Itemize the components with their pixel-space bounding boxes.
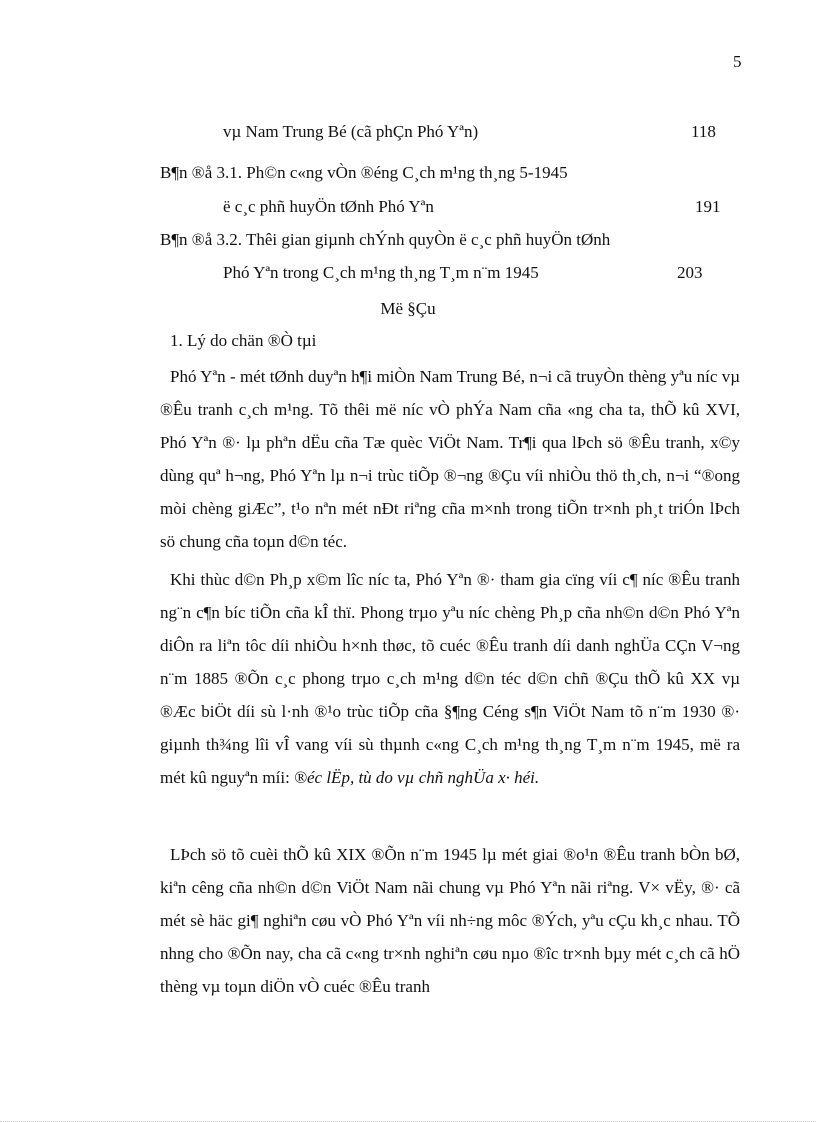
chapter-heading: Më §Çu [380, 299, 436, 318]
paragraph-2-text: Khi thùc d©n Ph¸p x©m lîc níc ta, Phó Yªn ®· tham gia cïng víi c¶ níc ®Êu tranh ng¨n c¶n bíc tiÕn cña kÎ thï. Phong trµo yªu níc chèng Ph¸p cña nh©n d©n Phó Yªn diÔn ra liªn tôc díi nhiÒu h×nh thøc, tõ cuéc ®Êu tranh díi danh nghÜa CÇn V¬ng n¨m 1885 ®Õn c¸c phong trµo c¸ch m¹ng d©n téc d©n chñ ®Çu thÕ kû XX vµ ®Æc biÖt díi sù l·nh ®¹o trùc tiÕp cña §¶ng Céng s¶n ViÖt Nam tõ n¨m 1930 ®· giµnh th¾ng lîi vÎ vang víi sù thµnh c«ng C¸ch m¹ng th¸ng T¸m n¨m 1945, më ra mét kû nguyªn míi: [160, 570, 740, 787]
paragraph-2-italic: ®éc lËp, tù do vµ chñ nghÜa x· héi. [294, 768, 540, 787]
toc-page-3: 191 [695, 197, 721, 216]
toc-page-1: 118 [691, 122, 716, 141]
page-number: 5 [733, 52, 742, 71]
toc-line-5: Phó Yªn trong C¸ch m¹ng th¸ng T¸m n¨m 1945 [223, 263, 539, 282]
toc-line-3: ë c¸c phñ huyÖn tØnh Phó Yªn [223, 197, 434, 216]
paragraph-1: Phó Yªn - mét tØnh duyªn h¶i miÒn Nam Trung Bé, n¬i cã truyÒn thèng yªu níc vµ ®Êu tranh c¸ch m¹ng. Tõ thêi më níc vÒ phÝa Nam cña «ng cha ta, thÕ kû XVI, Phó Yªn ®· lµ phªn dËu cña Tæ quèc ViÖt Nam. Tr¶i qua lÞch sö ®Êu tranh, x©y dùng quª h¬ng, Phó Yªn lµ n¬i trùc tiÕp ®¬ng ®Çu víi nhiÒu thö th¸ch, n¬i “®ong mòi chèng giÆc”, t¹o nªn mét nÐt riªng cña m×nh trong tiÕn tr×nh ph¸t triÓn lÞch sö chung cña toµn d©n téc. [160, 367, 740, 551]
toc-line-1: vµ Nam Trung Bé (cã phÇn Phó Yªn) [223, 122, 479, 141]
section-title: 1. Lý do chän ®Ò tµi [170, 331, 317, 350]
toc-page-5: 203 [677, 263, 703, 282]
paragraph-2 [160, 563, 740, 794]
toc-line-4: B¶n ®å 3.2. Thêi gian giµnh chÝnh quyÒn ë c¸c phñ huyÖn tØnh [160, 230, 611, 249]
toc-line-2: B¶n ®å 3.1. Ph©n c«ng vÒn ®éng C¸ch m¹ng th¸ng 5-1945 [160, 163, 568, 182]
paragraph-3: LÞch sö tõ cuèi thÕ kû XIX ®Õn n¨m 1945 lµ mét giai ®o¹n ®Êu tranh bÒn bØ, kiªn cêng cña nh©n d©n ViÖt Nam nãi chung vµ Phó Yªn nãi riªng. V× vËy, ®· cã mét sè häc gi¶ nghiªn cøu vÒ Phó Yªn víi nh÷ng môc ®Ých, yªu cÇu kh¸c nhau. TÕ nhng cho ®Õn nay, cha cã c«ng tr×nh nghiªn cøu nµo ®îc tr×nh bµy mét c¸ch cã hÖ thèng vµ toµn diÖn vÒ cuéc ®Êu tranh [160, 845, 740, 996]
page-bottom-rule [0, 1121, 816, 1122]
